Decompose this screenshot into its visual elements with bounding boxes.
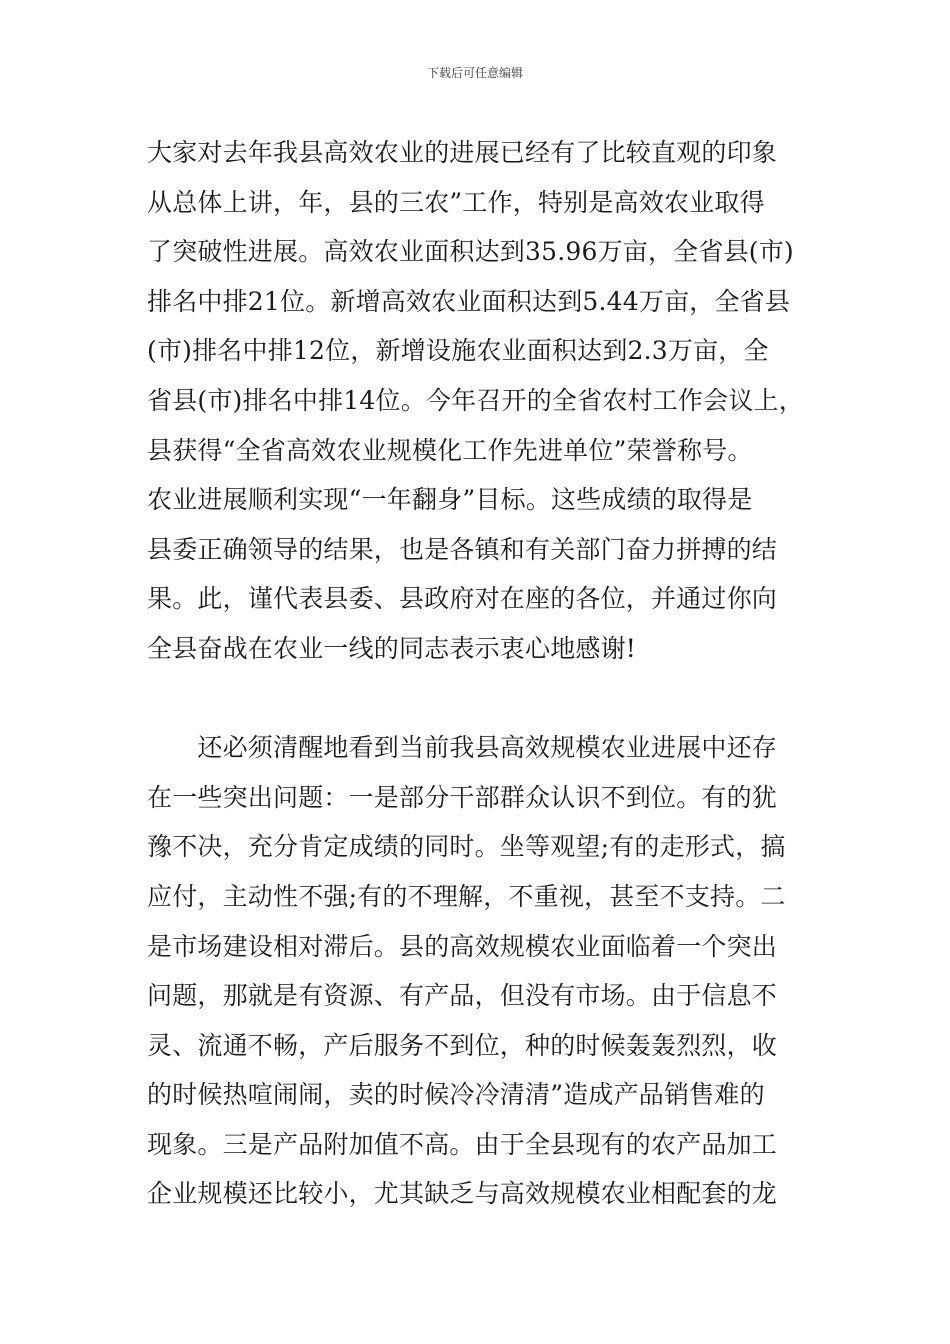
- paragraph-line: 农业进展顺利实现“一年翻身”目标。这些成绩的取得是: [147, 485, 753, 515]
- paragraph-1: [147, 128, 817, 674]
- paragraph-line: 大家对去年我县高效农业的进展已经有了比较直观的印象: [147, 138, 778, 167]
- paragraph-line: 还必须清醒地看到当前我县高效规模农业进展中还存: [147, 733, 778, 763]
- paragraph-line: 排名中排21位。新增高效农业面积达到5.44万亩，全省县: [147, 286, 791, 316]
- paragraph-line: (市)排名中排12位，新增设施农业面积达到2.3万亩，全: [147, 336, 769, 366]
- paragraph-line: 从总体上讲，年，县的三农”工作，特别是高效农业取得: [147, 187, 765, 217]
- paragraph-line: 企业规模还比较小，尤其缺乏与高效规模农业相配套的龙: [147, 1179, 778, 1209]
- paragraph-line: 应付，主动性不强;有的不理解，不重视，甚至不支持。二: [147, 881, 786, 911]
- paragraph-line: 省县(市)排名中排14位。今年召开的全省农村工作会议上，: [147, 385, 804, 415]
- paragraph-line: 问题，那就是有资源、有产品，但没有市场。由于信息不: [147, 981, 778, 1011]
- paragraph-spacer: [147, 674, 817, 724]
- paragraph-line: 果。此，谨代表县委、县政府对在座的各位，并通过你向: [147, 584, 778, 614]
- document-body: [147, 128, 817, 1219]
- paragraph-line: 县委正确领导的结果，也是各镇和有关部门奋力拼搏的结: [147, 534, 778, 564]
- paragraph-line: 的时候热喧闹闹，卖的时候冷冷清清”造成产品销售难的: [147, 1080, 765, 1110]
- paragraph-line: 现象。三是产品附加值不高。由于全县现有的农产品加工: [147, 1129, 778, 1159]
- paragraph-line: 在一些突出问题：一是部分干部群众认识不到位。有的犹: [147, 782, 778, 812]
- paragraph-line: 县获得“全省高效农业规模化工作先进单位”荣誉称号。: [147, 435, 753, 465]
- paragraph-line: 豫不决，充分肯定成绩的同时。坐等观望;有的走形式，搞: [147, 832, 786, 862]
- paragraph-2: [147, 723, 817, 1219]
- paragraph-line: 了突破性进展。高效农业面积达到35.96万亩，全省县(市): [147, 237, 794, 267]
- paragraph-line: 是市场建设相对滞后。县的高效规模农业面临着一个突出: [147, 931, 778, 961]
- page-header: 下载后可任意编辑: [426, 66, 523, 80]
- paragraph-line: 全县奋战在农业一线的同志表示衷心地感谢!: [147, 633, 637, 663]
- paragraph-line: 灵、流通不畅，产后服务不到位，种的时候轰轰烈烈，收: [147, 1030, 778, 1060]
